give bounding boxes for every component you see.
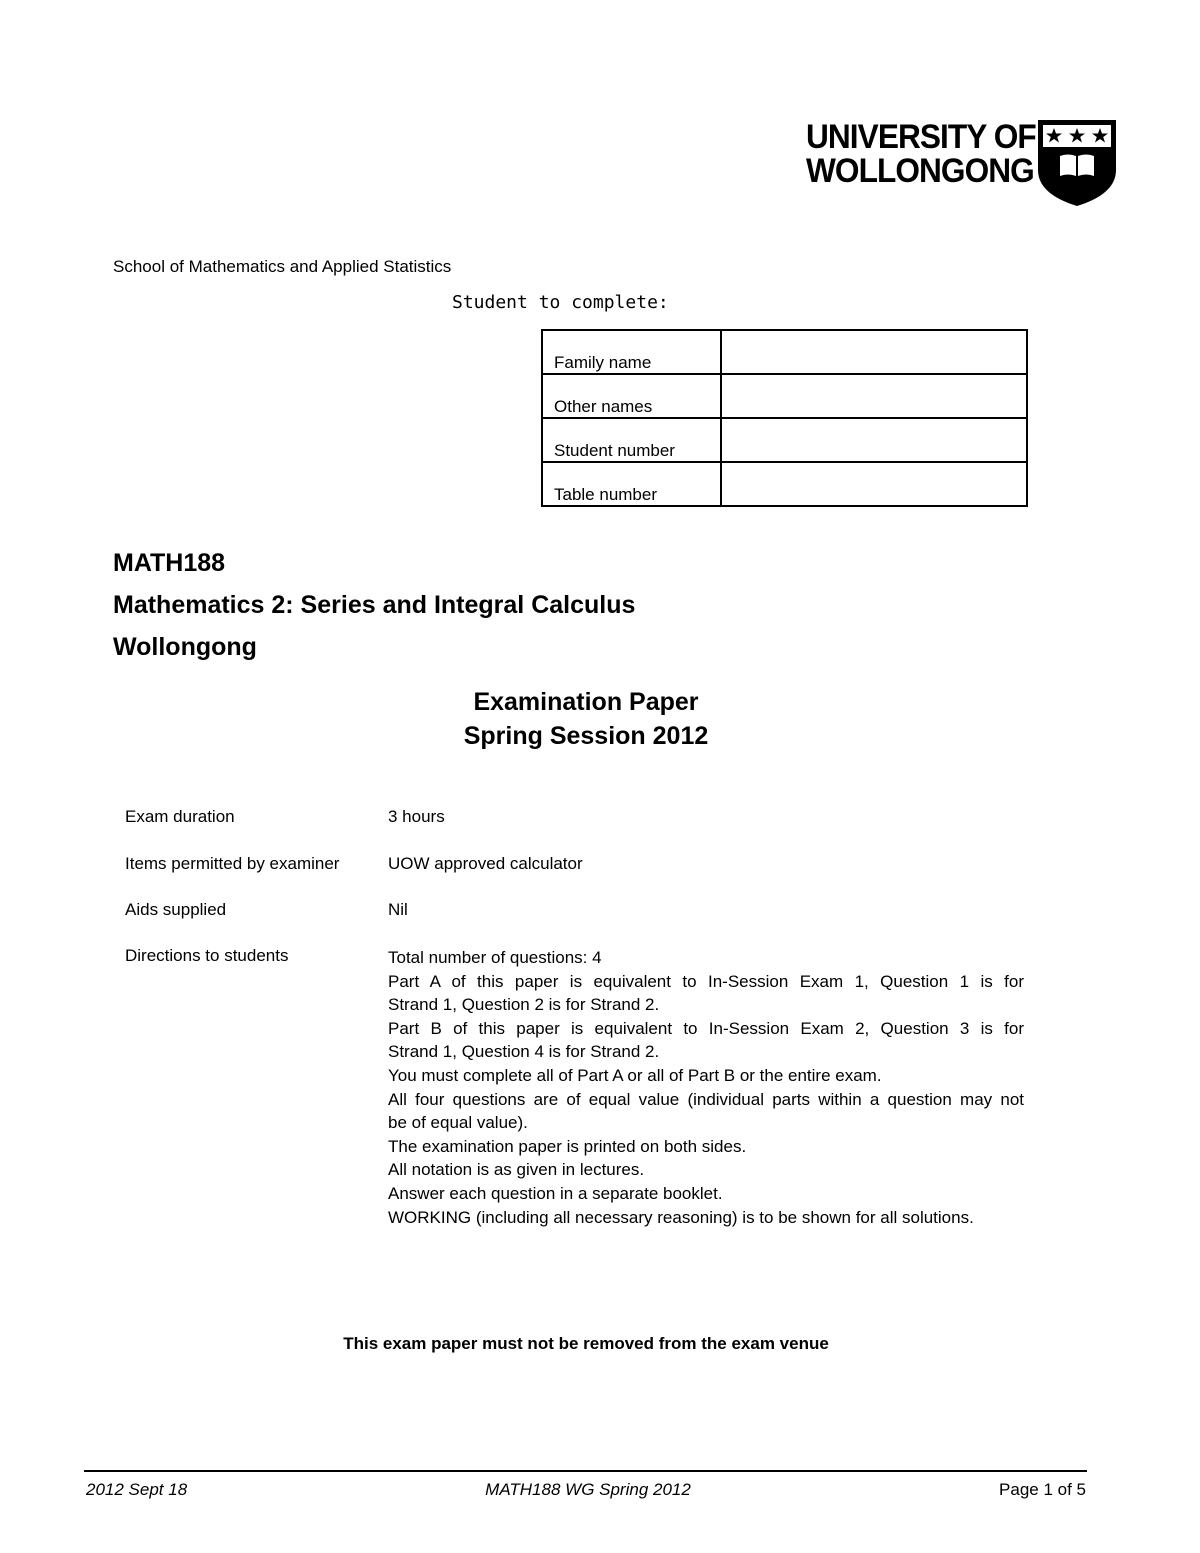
table-number-label: Table number — [542, 462, 721, 506]
course-name: Mathematics 2: Series and Integral Calculus — [113, 591, 636, 619]
direction-line: Part B of this paper is equivalent to In-Session Exam 2, Question 3 is for — [388, 1018, 1024, 1038]
exam-session: Spring Session 2012 — [463, 722, 709, 750]
direction-line: WORKING (including all necessary reasoning) is to be shown for all solutions. — [388, 1207, 974, 1227]
logo-line-1: UNIVERSITY OF — [806, 118, 1036, 156]
school-name: School of Mathematics and Applied Statistics — [113, 257, 452, 276]
footer-divider — [84, 1470, 1087, 1472]
directions-label: Directions to students — [125, 946, 289, 965]
directions-list — [388, 946, 1024, 1229]
aids-supplied-value: Nil — [388, 900, 408, 919]
family-name-field[interactable] — [721, 330, 1027, 374]
direction-line: Answer each question in a separate booklet. — [388, 1183, 723, 1203]
footer-course-session: MATH188 WG Spring 2012 — [485, 1480, 691, 1499]
student-section-title: Student to complete: — [452, 292, 669, 313]
duration-value: 3 hours — [388, 807, 445, 826]
other-names-label: Other names — [542, 374, 721, 418]
items-permitted-label: Items permitted by examiner — [125, 854, 340, 873]
course-campus: Wollongong — [113, 633, 257, 661]
direction-line: Strand 1, Question 2 is for Strand 2. — [388, 995, 660, 1015]
table-row — [542, 374, 1027, 418]
table-number-field[interactable] — [721, 462, 1027, 506]
duration-label: Exam duration — [125, 807, 235, 826]
logo-line-2: WOLLONGONG — [806, 152, 1034, 190]
aids-supplied-label: Aids supplied — [125, 900, 227, 919]
direction-line: be of equal value). — [388, 1113, 528, 1133]
direction-line: The examination paper is printed on both sides. — [388, 1136, 747, 1156]
direction-line: Strand 1, Question 4 is for Strand 2. — [388, 1042, 660, 1062]
other-names-field[interactable] — [721, 374, 1027, 418]
footer-date: 2012 Sept 18 — [86, 1480, 188, 1499]
student-details-table — [541, 329, 1028, 507]
footer-page-number: Page 1 of 5 — [999, 1480, 1086, 1499]
student-number-label: Student number — [542, 418, 721, 462]
exam-venue-warning: This exam paper must not be removed from the exam venue — [343, 1334, 829, 1353]
table-row — [542, 330, 1027, 374]
direction-line: Total number of questions: 4 — [388, 948, 602, 967]
items-permitted-value: UOW approved calculator — [388, 854, 583, 873]
table-row — [542, 418, 1027, 462]
direction-line: All four questions are of equal value (individual parts within a question may not — [388, 1089, 1024, 1109]
university-crest-icon — [1036, 118, 1118, 208]
university-logo-text — [806, 120, 1036, 188]
course-code: MATH188 — [113, 549, 226, 577]
family-name-label: Family name — [542, 330, 721, 374]
table-row — [542, 462, 1027, 506]
direction-line: Part A of this paper is equivalent to In-Session Exam 1, Question 1 is for — [388, 971, 1024, 991]
direction-line: All notation is as given in lectures. — [388, 1160, 645, 1180]
exam-title: Examination Paper — [473, 688, 699, 716]
course-heading — [113, 542, 635, 668]
direction-line: You must complete all of Part A or all of Part B or the entire exam. — [388, 1065, 882, 1085]
student-number-field[interactable] — [721, 418, 1027, 462]
